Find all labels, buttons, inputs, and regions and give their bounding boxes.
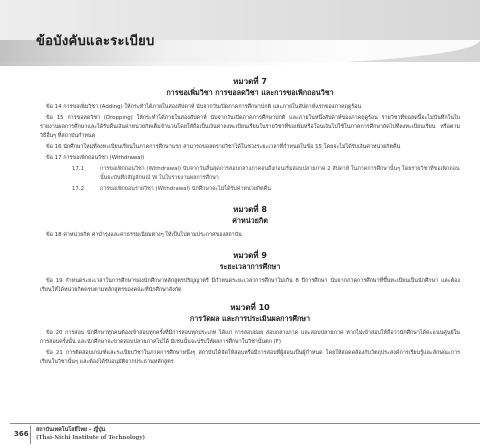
footer-rule (10, 423, 480, 424)
chapter-title: การขอเพิ่มวิชา การขอลดวิชา และการขอเพิกถอนวิชา (166, 88, 334, 97)
clause-16: ข้อ 16 นักศึกษาใหม่ที่ลงทะเบียนเรียนในภาคการศึกษาแรก สามารถขอลดรายวิชาได้ในช่วงระยะเวลาที่กำหนดในข้อ 15 โดยจะไม่ได้รับเงินค่าหน่วยกิตคืน (46, 144, 401, 150)
chapter-number: หมวดที่ 9 (233, 251, 267, 260)
clause-17: ข้อ 17 การขอเพิกถอนวิชา (Withdrawal) (46, 155, 145, 161)
chapter-7 (40, 76, 460, 98)
clause-19: ข้อ 19 กำหนดระยะเวลาในการศึกษาของนักศึกษาหลักสูตรปริญญาตรี มีกำหนดระยะเวลาการศึกษาไม่เกิน 8 ปีการศึกษา นับจากภาคการศึกษาที่ขึ้นทะเบียนเป็นนักศึกษา และต้องเรียนให้ได้หน่วยกิตครบตามหลักสูตรของคณะที่นักศึกษาสังกัด (40, 278, 460, 293)
clause-18: ข้อ 18 ค่าหน่วยกิต ค่าบำรุงและค่าธรรมเนียมต่างๆ ให้เป็นไปตามประกาศของสถาบัน (46, 232, 242, 238)
sub-clause-17-1 (40, 165, 460, 183)
page-header-title: ข้อบังคับและระเบียบ (36, 34, 155, 49)
sub-clause-text: การขอเพิกถอนรายวิชา (Withdrawal) นักศึกษาจะไม่ได้รับค่าหน่วยกิตคืน (100, 186, 271, 192)
clause-14: ข้อ 14 การขอเพิ่มวิชา (Adding) ให้กระทำได้ภายในสองสัปดาห์ นับจากวันเปิดภาคการศึกษาปกติ และภายในสัปดาห์แรกของภาคฤดูร้อน (46, 104, 362, 110)
footer-org-thai: สถาบันเทคโนโลยีไทย – ญี่ปุ่น (36, 427, 106, 433)
chapter-10 (40, 302, 460, 324)
sub-clause-text: การขอเพิกถอนวิชา (Withdrawal) นับจากวันสิ้นสุดการสอบกลางภาคจนถึงก่อนเริ่มสอบปลายภาค 2 สัปดาห์ ในภาคการศึกษานั้นๆ โดยรายวิชาที่ขอเพิกถอนนั้นจะบันทึกสัญลักษณ์ W ในใบรายงานผลการศึกษา (100, 166, 460, 181)
clause-21: ข้อ 21 การติดสอบเกณฑ์และระเบียบวิชาในภาคการศึกษาหนึ่งๆ สถาบันได้จัดให้สอบหรือมีการสอบที่ผู้สอนเป็นผู้กำหนด โดยให้สอดคล้องกับวัตถุประสงค์การเรียนรู้และลักษณะการเรียนในวิชานั้นๆ และต้องได้รับอนุมัติจากประธานหลักสูตร (40, 350, 460, 365)
sub-clause-number: 17.2 (72, 186, 85, 192)
chapter-9 (40, 250, 460, 272)
sub-clause-number: 17.1 (72, 166, 85, 172)
sub-clause-17-2 (40, 185, 460, 194)
chapter-number: หมวดที่ 8 (233, 205, 267, 214)
footer-divider (30, 426, 31, 444)
page-number: 366 (14, 430, 29, 438)
chapter-title: ค่าหน่วยกิต (232, 216, 268, 225)
chapter-number: หมวดที่ 10 (230, 303, 270, 312)
document-body (40, 76, 460, 369)
chapter-title: ระยะเวลาการศึกษา (219, 262, 281, 271)
footer-org-english: (Thai-Nichi Institute of Technology) (36, 435, 146, 441)
clause-15: ข้อ 15 การขอลดวิชา (Dropping) ให้กระทำได้ภายในสองสัปดาห์ นับจากวันเปิดภาคการศึกษาปกติ และภายในหนึ่งสัปดาห์ของภาคฤดูร้อน รายวิชาที่ขอลดนี้จะไม่บันทึกในใบรายงานผลการศึกษาและได้รับคืนเงินค่าหน่วยกิตเต็มจำนวนโดยให้ถือเป็นเงินค่าลงทะเบียนเรียนในรายวิชาที่ขอเพิ่มหรือโอนเงินไปใช้ในภาคการศึกษาถัดไปที่ลงทะเบียนเรียน หรือตามวิธีอื่นๆ ที่สถาบันกำหนด (40, 115, 460, 139)
clause-20: ข้อ 20 การสอบ นักศึกษาทุกคนต้องเข้าสอบทุกครั้งที่มีการสอบทุกประเภท ได้แก่ การสอบย่อย สอบกลางภาค และสอบปลายภาค หากไม่เข้าสอบให้ถือว่านักศึกษาได้คะแนนศูนย์ในการสอบครั้งนั้น และนักศึกษาจะขาดสอบปลายภาคไม่ได้ มิเช่นนั้นจะปรับให้ผลการศึกษาในวิชานั้นตก (F) (40, 330, 460, 345)
footer-organization (36, 426, 145, 442)
chapter-8 (40, 204, 460, 226)
chapter-title: การวัดผล และการประเมินผลการศึกษา (189, 314, 311, 323)
chapter-number: หมวดที่ 7 (233, 77, 267, 86)
